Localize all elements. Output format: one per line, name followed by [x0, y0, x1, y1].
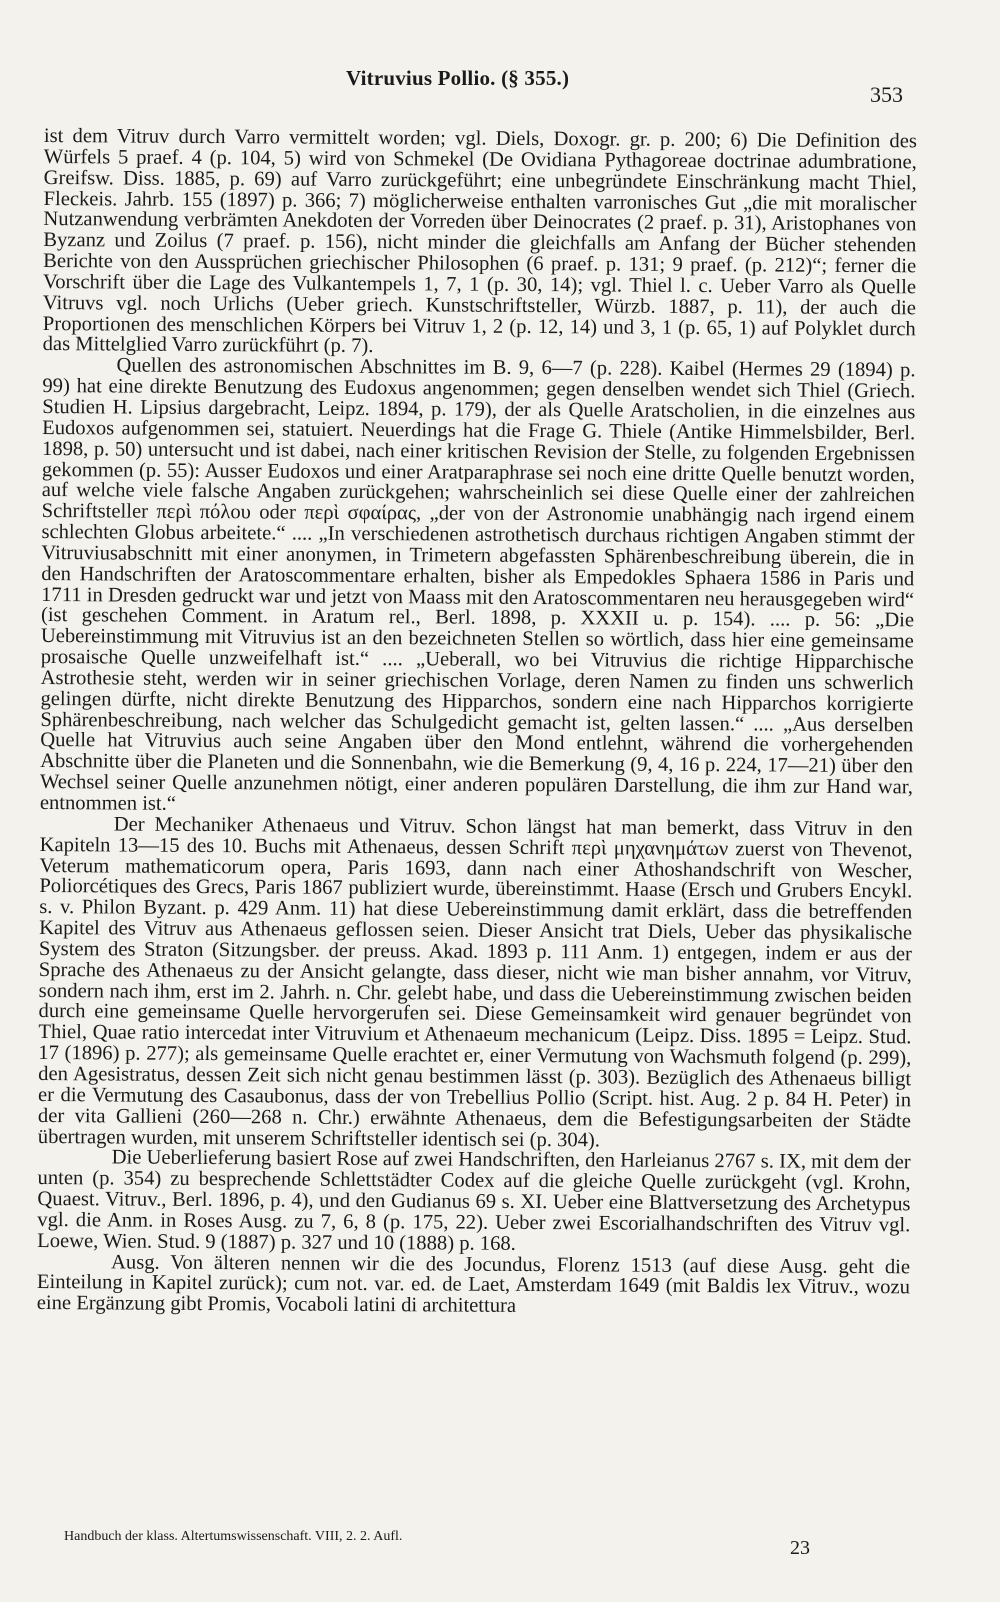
running-head: Vitruvius Pollio. (§ 355.)	[346, 66, 570, 90]
page-footer	[0, 1525, 1000, 1565]
sheet-number: 23	[790, 1537, 810, 1559]
paragraph-editions: Ausg. Von älteren nennen wir die des Jocundus, Florenz 1513 (auf diese Ausg. geht die Einteilung in Kapitel zurück); cum not. var. ed. de Laet, Amsterdam 1649 (mit Baldis lex Vitruv., wozu eine Ergänzung gibt Promis, Vocaboli latini di architettura	[36, 1250, 911, 1318]
page-number: 353	[870, 82, 903, 107]
footer-signature: Handbuch der klass. Altertumswissenschaft. VIII, 2. 2. Aufl.	[64, 1529, 403, 1544]
paragraph-tradition: Die Ueberlieferung basiert Rose auf zwei Handschriften, den Harleianus 2767 s. IX, mit dem der unten (p. 354) zu besprechende Schlettstädter Codex auf die gleiche Quelle zurückgeht (vgl. Krohn, Quaest. Vitruv., Berl. 1896, p. 4), und den Gudianus 69 s. XI. Ueber eine Blattversetzung des Archetypus vgl. die Anm. in Roses Ausg. zu 7, 6, 8 (p. 175, 22). Ueber zwei Escorialhandschriften des Vitruv vgl. Loewe, Wien. Stud. 9 (1887) p. 327 und 10 (1888) p. 168.	[37, 1146, 911, 1255]
paragraph-varro-sources: ist dem Vitruv durch Varro vermittelt worden; vgl. Diels, Doxogr. gr. p. 200; 6) Die Definition des Würfels 5 praef. 4 (p. 104, 5) wird von Schmekel (De Ovidiana Pythagoreae doctrinae adumbratione, Greifsw. Diss. 1885, p. 69) auf Varro zurückgeführt; eine unbegründete Einschränkung macht Thiel, Fleckeis. Jahrb. 155 (1897) p. 366; 7) möglicherweise enthalten varronisches Gut „die mit moralischer Nutzanwendung verbrämten Anekdoten der Vorreden über Deinocrates (2 praef. p. 31), Aristophanes von Byzanz und Zoilus (7 praef. p. 156), nicht minder die gleichfalls am Anfang der Bücher stehenden Berichte von den Aussprüchen griechischer Philosophen (6 praef. p. 131; 9 praef. (p. 212)“; ferner die Vorschrift über die Lage des Vulkantempels 1, 7, 1 (p. 30, 14); vgl. Thiel l. c. Ueber Varro als Quelle Vitruvs vgl. noch Urlichs (Ueber griech. Kunstschriftsteller, Würzb. 1887, p. 11), der auch die Proportionen des menschlichen Körpers bei Vitruv 1, 2 (p. 12, 14) und 3, 1 (p. 65, 1) auf Polyklet durch das Mittelglied Varro zurückführt (p. 7).	[42, 125, 917, 358]
page-header	[0, 66, 1000, 106]
body-text	[37, 126, 917, 1319]
paragraph-athenaeus: Der Mechaniker Athenaeus und Vitruv. Schon längst hat man bemerkt, dass Vitruv in den Kapiteln 13—15 des 10. Buchs mit Athenaeus, dessen Schrift περὶ μηχανημάτων zuerst von Thevenot, Veterum mathematicorum opera, Paris 1693, dann nach einer Athoshandschrift von Wescher, Poliorcétiques des Grecs, Paris 1867 publiziert wurde, übereinstimmt. Haase (Ersch und Grubers Encykl. s. v. Philon Byzant. p. 429 Anm. 11) hat diese Uebereinstimmung damit erklärt, dass die betreffenden Kapitel des Vitruv aus Athenaeus geflossen seien. Dieser Ansicht trat Diels, Ueber das physikalische System des Straton (Sitzungsber. der preuss. Akad. 1893 p. 111 Anm. 1) entgegen, indem er aus der Sprache des Athenaeus zu der Ansicht gelangte, dass dieser, nicht wie man bisher annahm, vor Vitruv, sondern nach ihm, erst im 2. Jahrh. n. Chr. gelebt habe, und dass die Uebereinstimmung zwischen beiden durch eine gemeinsame Quelle hervorgerufen sei. Diese Gemeinsamkeit wird genauer begründet von Thiel, Quae ratio intercedat inter Vitruvium et Athenaeum mechanicum (Leipz. Diss. 1895 = Leipz. Stud. 17 (1896) p. 277); als gemeinsame Quelle erachtet er, einer Vermutung von Wachsmuth folgend (p. 299), den Agesistratus, dessen Zeit sich nicht genau bestimmen lässt (p. 303). Bezüglich des Athenaeus billigt er die Vermutung des Casaubonus, dass der von Trebellius Pollio (Script. hist. Aug. 2 p. 84 H. Peter) in der vita Gallieni (260—268 n. Chr.) erwähnte Athenaeus, dem die Befestigungsarbeiten der Städte übertragen wurden, mit unserem Schriftsteller identisch sei (p. 304).	[37, 813, 913, 1151]
paragraph-astronomical-sources: Quellen des astronomischen Abschnittes im B. 9, 6—7 (p. 228). Kaibel (Hermes 29 (1894) p. 99) hat eine direkte Benutzung des Eudoxus angenommen; gegen denselben wendet sich Thiel (Griech. Studien H. Lipsius dargebracht, Leipz. 1894, p. 179), der als Quelle Aratscholien, in die einzelnes aus Eudoxos aufgenommen sei, statuiert. Neuerdings hat die Frage G. Thiele (Antike Himmelsbilder, Berl. 1898, p. 50) untersucht und ist dabei, nach einer kritischen Revision der Stelle, zu folgenden Ergebnissen gekommen (p. 55): Ausser Eudoxos und einer Aratparaphrase sei noch eine dritte Quelle benutzt worden, auf welche viele falsche Angaben zurückgehen; wahrscheinlich sei diese Quelle einer der zahlreichen Schriftsteller περὶ πόλου oder περὶ σφαίρας, „der von der Astronomie unabhängig nach irgend einem schlechten Globus arbeitete.“ .... „In verschiedenen astrothetisch durchaus richtigen Angaben stimmt der Vitruviusabschnitt mit einer anonymen, in Trimetern abgefassten Sphärenbeschreibung überein, die in den Handschriften der Aratoscommentare erhalten, bisher als Empedokles Sphaera 1586 in Paris und 1711 in Dresden gedruckt war und jetzt von Maass mit den Aratoscommentaren neu herausgegeben wird“ (ist geschehen Comment. in Aratum rel., Berl. 1898, p. XXXII u. p. 154). .... p. 56: „Die Uebereinstimmung mit Vitruvius ist an den bezeichneten Stellen so wörtlich, dass hier eine gemeinsame prosaische Quelle unzweifelhaft ist.“ .... „Ueberall, wo bei Vitruvius die richtige Hipparchische Astrothesie steht, werden wir in seiner griechischen Vorlage, deren Namen zu finden uns schwerlich gelingen dürfte, nicht direkte Benutzung des Hipparchos, sondern eine nach Hipparchos korrigierte Sphärenbeschreibung, nach welcher das Schulgedicht gemacht ist, gelten lassen.“ .... „Aus derselben Quelle hat Vitruvius auch seine Angaben über den Mond entlehnt, während die vorhergehenden Abschnitte über die Planeten und die Sonnenbahn, wie die Bemerkung (9, 4, 16 p. 224, 17—21) über den Wechsel seiner Quelle anzunehmen nötigt, einer anderen populären Darstellung, die ihm zur Hand war, entnommen ist.“	[39, 354, 916, 815]
